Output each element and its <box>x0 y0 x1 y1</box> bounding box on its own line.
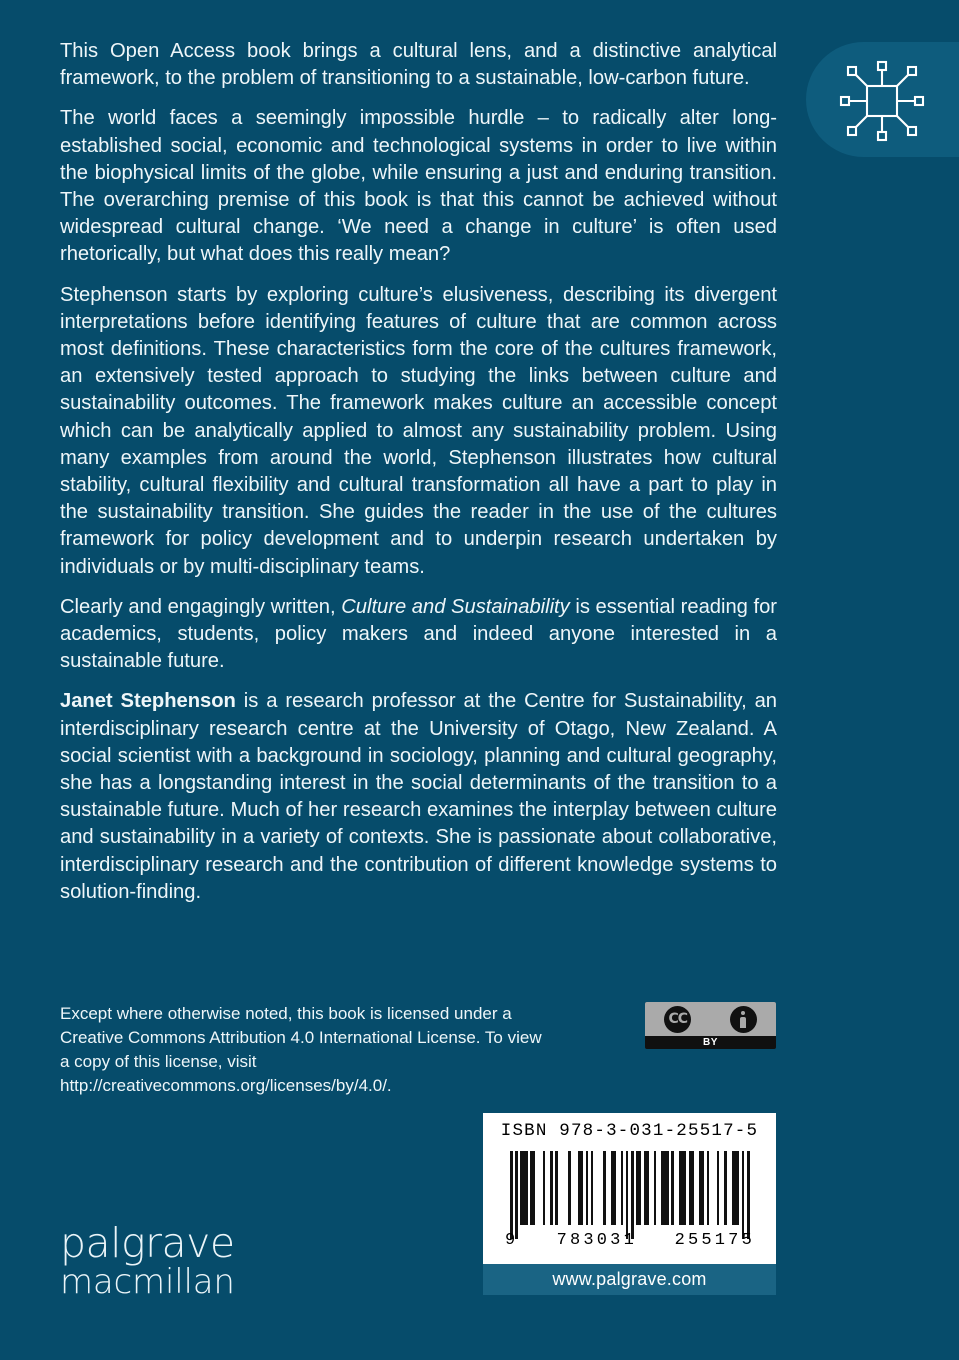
ean-digits <box>505 1231 755 1251</box>
closing-tail: is essential reading for academics, students, policy makers and indeed anyone interested in a sustainable future. <box>60 595 777 673</box>
barcode-bar <box>732 1151 740 1225</box>
blurb-paragraph-3: Stephenson starts by exploring culture’s elusiveness, describing its divergent interpretations before identifying features of culture that are common across most definitions. These characteristics form the core of the cultures framework, an extensively tested approach to studying the links between culture and sustainability outcomes. The framework makes culture an accessible concept which can be analytically applied to almost any sustainability problem. Using many examples from around the world, Stephenson illustrates how cultural stability, cultural flexibility and cultural transformation all have a part to play in the sustainability transition. She guides the reader in the use of the cultures framework for policy development and to underpin research undertaken by individuals or by multi-disciplinary teams. <box>60 283 777 578</box>
wordmark-line-macmillan: macmillan <box>60 1261 235 1302</box>
isbn-text: ISBN 978-3-031-25517-5 <box>500 1121 759 1141</box>
ean-right-group: 255175 <box>674 1231 755 1250</box>
barcode-bar <box>661 1151 669 1225</box>
barcode-bar <box>679 1151 687 1225</box>
palgrave-icon-badge <box>806 42 959 157</box>
author-bio-paragraph <box>60 688 777 906</box>
cc-badge-top <box>645 1002 776 1036</box>
book-title-italic: Culture and Sustainability <box>341 595 570 618</box>
barcode-bar <box>571 1151 579 1225</box>
barcode-bar <box>709 1151 717 1225</box>
barcode-bar <box>558 1151 568 1225</box>
wordmark-line-palgrave: palgrave <box>60 1219 235 1267</box>
blurb-paragraph-1: This Open Access book brings a cultural lens, and a distinctive analytical framework, to the problem of transitioning to a sustainable, low-carbon future. <box>60 40 777 90</box>
network-chip-icon <box>820 55 944 147</box>
license-note: Except where otherwise noted, this book is licensed under a Creative Commons Attribution 4.0 International License. To view a copy of this license, visit http://creativecommons.org/licenses/by/4.0/. <box>60 1004 542 1095</box>
ean-left-group: 783031 <box>556 1231 637 1250</box>
blurb-closing-paragraph <box>60 594 777 676</box>
back-cover-blurb <box>60 38 777 906</box>
creative-commons-by-badge <box>645 1002 776 1049</box>
author-bio-text: is a research professor at the Centre for Sustainability, an interdisciplinary research centre at the University of Otago, New Zealand. A social scientist with a background in sociology, planning and cultural geography, she has a longstanding interest in the social determinants of the transition to a sustainable future. Much of her research examines the interplay between culture and sustainability in a variety of contexts. She is passionate about collaborative, interdisciplinary research and the contribution of different knowledge systems to solution-finding. <box>60 690 777 903</box>
palgrave-macmillan-wordmark <box>60 1219 235 1302</box>
author-name: Janet Stephenson <box>60 690 236 713</box>
barcode-bar <box>747 1151 750 1239</box>
barcode-bar <box>520 1151 528 1225</box>
ean-lead-digit: 9 <box>505 1231 516 1250</box>
cc-logo-icon: CC <box>664 1006 691 1033</box>
closing-lead: Clearly and engagingly written, <box>60 595 342 618</box>
isbn-barcode-block <box>483 1113 776 1264</box>
cc-attribution-person-icon <box>730 1006 757 1033</box>
barcode-bar <box>535 1151 543 1225</box>
cc-by-label: BY <box>702 1037 719 1048</box>
barcode-bar <box>593 1151 603 1225</box>
publisher-url-bar[interactable]: www.palgrave.com <box>483 1264 776 1295</box>
blurb-paragraph-2: The world faces a seemingly impossible hurdle – to radically alter long-established social, economic and technological systems in order to live within the biophysical limits of the globe, while ensuring a just and enduring transition. The overarching premise of this book is that this cannot be achieved without widespread cultural change. ‘We need a change in culture’ is often used rhetorically, but what does this really mean? <box>60 107 777 266</box>
barcode-bars <box>510 1151 750 1239</box>
